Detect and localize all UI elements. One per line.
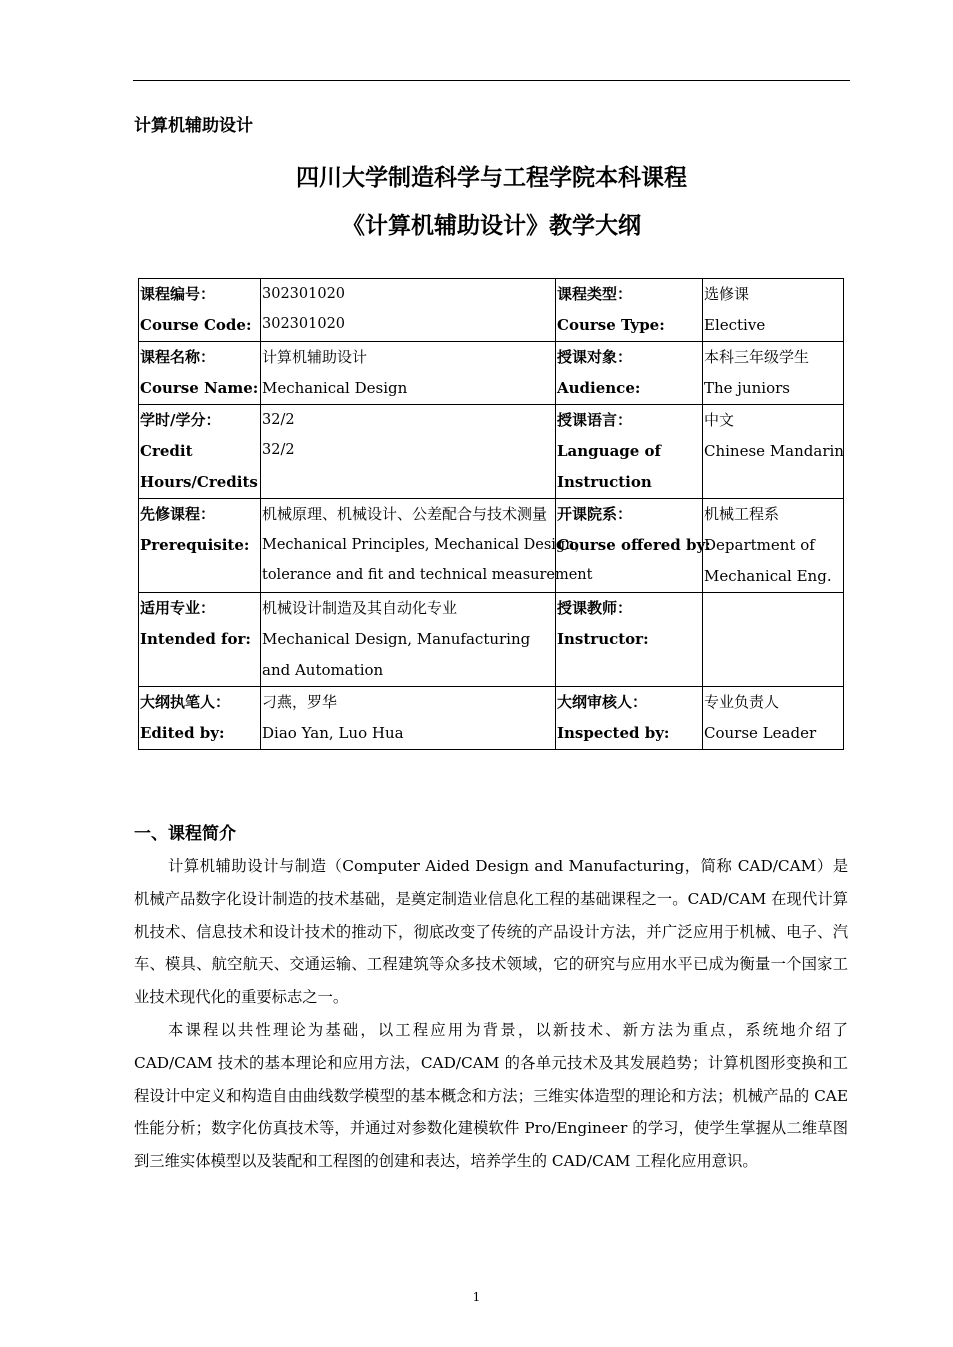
intended-for-label: 适用专业： Intended for:	[139, 593, 261, 687]
table-row	[139, 687, 844, 750]
header-rule	[133, 80, 850, 81]
language-value: 中文 Chinese Mandarin	[703, 405, 844, 499]
course-type-value: 选修课 Elective	[703, 279, 844, 342]
course-code-value: 302301020 302301020	[261, 279, 556, 342]
offered-by-value: 机械工程系 Department of Mechanical Eng.	[703, 499, 844, 593]
offered-by-label: 开课院系： Course offered by:	[556, 499, 703, 593]
inspected-by-label: 大纲审核人： Inspected by:	[556, 687, 703, 750]
course-name-label: 课程名称： Course Name:	[139, 342, 261, 405]
intended-for-value: 机械设计制造及其自动化专业 Mechanical Design, Manufacturing and Automation	[261, 593, 556, 687]
prerequisite-label: 先修课程： Prerequisite:	[139, 499, 261, 593]
course-type-label: 课程类型： Course Type:	[556, 279, 703, 342]
table-row	[139, 342, 844, 405]
running-head: 计算机辅助设计	[134, 116, 253, 136]
audience-value: 本科三年级学生 The juniors	[703, 342, 844, 405]
table-row	[139, 499, 844, 593]
edited-by-value: 刁燕，罗华 Diao Yan, Luo Hua	[261, 687, 556, 750]
document-subtitle: 《计算机辅助设计》教学大纲	[342, 213, 641, 239]
course-info-table	[138, 278, 844, 750]
course-name-value: 计算机辅助设计 Mechanical Design	[261, 342, 556, 405]
language-label: 授课语言： Language of Instruction	[556, 405, 703, 499]
table-row	[139, 593, 844, 687]
instructor-label: 授课教师： Instructor:	[556, 593, 703, 687]
prerequisite-value: 机械原理、机械设计、公差配合与技术测量 Mechanical Principles, Mechanical Design， tolerance and fit and technical measurement	[261, 499, 556, 593]
table-row	[139, 405, 844, 499]
edited-by-label: 大纲执笔人： Edited by:	[139, 687, 261, 750]
audience-label: 授课对象： Audience:	[556, 342, 703, 405]
document-title: 四川大学制造科学与工程学院本科课程	[296, 165, 687, 191]
credit-hours-label: 学时/学分： Credit Hours/Credits	[139, 405, 261, 499]
credit-hours-value: 32/2 32/2	[261, 405, 556, 499]
intro-paragraph-2: 本课程以共性理论为基础，以工程应用为背景，以新技术、新方法为重点，系统地介绍了 CAD/CAM 技术的基本理论和应用方法，CAD/CAM 的各单元技术及其发展趋势；计算机图形变换和工程设计中定义和构造自由曲线数学模型的基本概念和方法；三维实体造型的理论和方法；机械产品的 CAE 性能分析；数字化仿真技术等，并通过对参数化建模软件 Pro/Engineer 的学习，使学生掌握从二维草图到三维实体模型以及装配和工程图的创建和表达，培养学生的 CAD/CAM 工程化应用意识。	[134, 1021, 848, 1171]
course-code-label: 课程编号： Course Code:	[139, 279, 261, 342]
table-row	[139, 279, 844, 342]
page-number: 1	[472, 1290, 481, 1304]
intro-paragraph-1: 计算机辅助设计与制造（Computer Aided Design and Manufacturing，简称 CAD/CAM）是机械产品数字化设计制造的技术基础，是奠定制造业信息化工程的基础课程之一。CAD/CAM 在现代计算机技术、信息技术和设计技术的推动下，彻底改变了传统的产品设计方法，并广泛应用于机械、电子、汽车、模具、航空航天、交通运输、工程建筑等众多技术领域，它的研究与应用水平已成为衡量一个国家工业技术现代化的重要标志之一。	[134, 857, 848, 1007]
instructor-value	[703, 593, 844, 687]
inspected-by-value: 专业负责人 Course Leader	[703, 687, 844, 750]
section-heading: 一、课程简介	[134, 824, 236, 844]
